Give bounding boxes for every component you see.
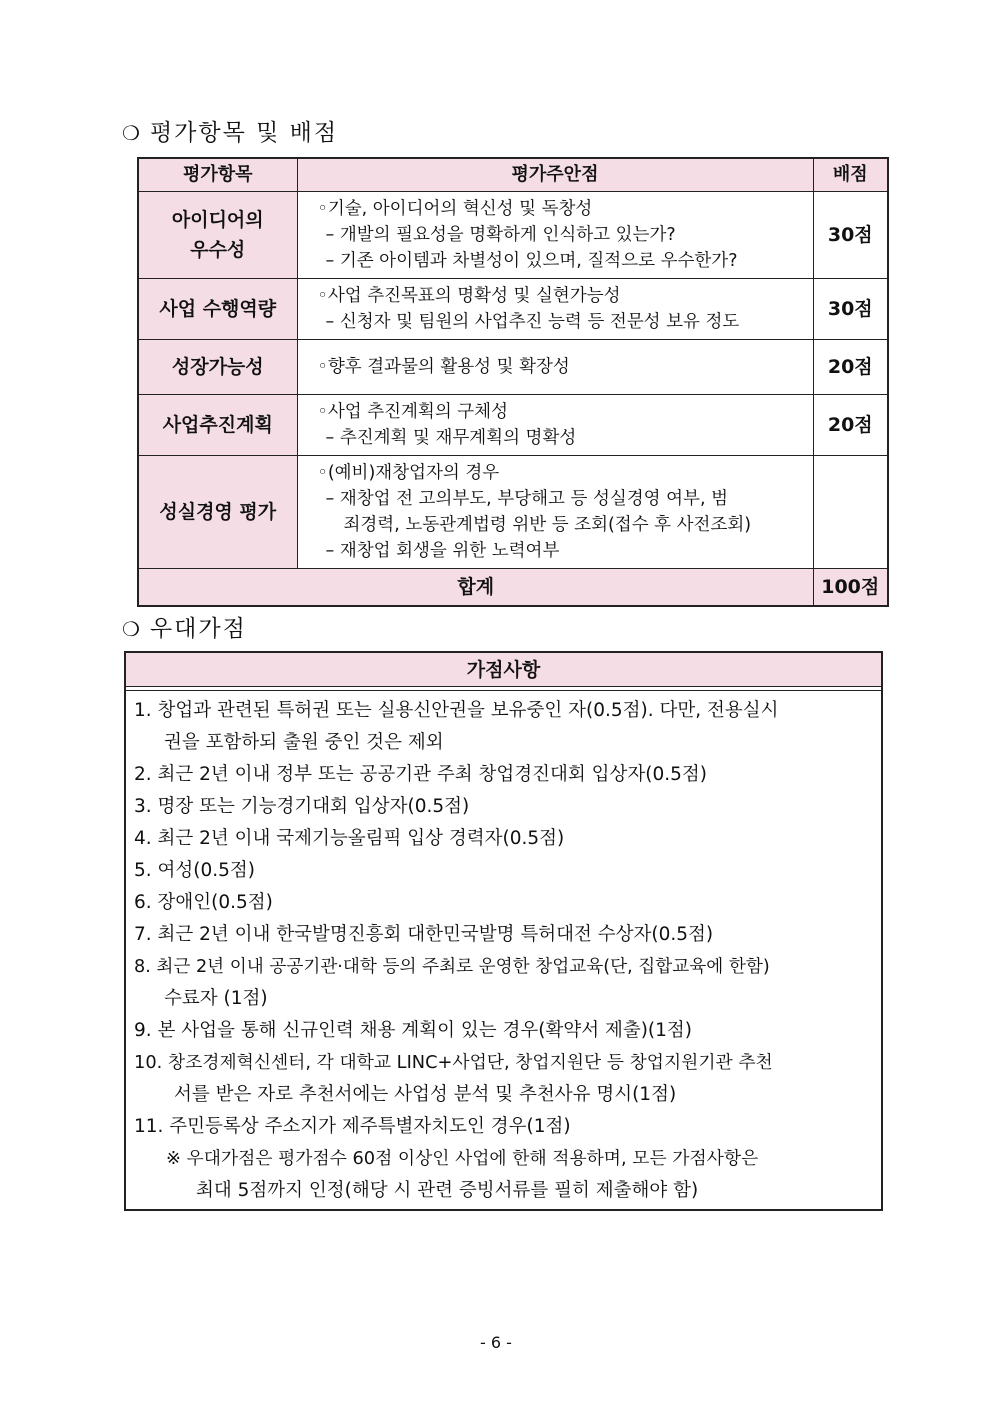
criteria-line: ◦기술, 아이디어의 혁신성 및 독창성 <box>317 199 593 219</box>
table-row <box>138 192 888 279</box>
header-criteria: 평가주안점 <box>297 158 813 192</box>
list-item: 1. 창업과 관련된 특허권 또는 실용신안권을 보유중인 자(0.5점). 다만, 전용실시 <box>134 700 779 721</box>
points-cell <box>813 456 888 569</box>
total-row <box>138 569 888 607</box>
category-cell <box>138 192 297 279</box>
category-label: 우수성 <box>190 239 246 261</box>
header-category: 평가항목 <box>138 158 297 192</box>
table-row <box>138 456 888 569</box>
list-item: 9. 본 사업을 통해 신규인력 채용 계획이 있는 경우(확약서 제출)(1점) <box>134 1020 692 1041</box>
total-points: 100점 <box>813 569 888 607</box>
list-item-continued: 수료자 (1점) <box>164 988 268 1009</box>
category-cell <box>138 340 297 395</box>
criteria-cell <box>297 456 813 569</box>
category-cell <box>138 279 297 340</box>
header-points: 배점 <box>813 158 888 192</box>
category-cell <box>138 456 297 569</box>
note-text-continued: 최대 5점까지 인정(해당 시 관련 증빙서류를 필히 제출해야 함) <box>196 1180 699 1201</box>
list-item-continued: 서를 받은 자로 추천서에는 사업성 분석 및 추천사유 명시(1점) <box>174 1084 677 1105</box>
category-label: 아이디어의 <box>171 209 264 231</box>
list-item: 5. 여성(0.5점) <box>134 860 256 881</box>
list-item: 7. 최근 2년 이내 한국발명진흥회 대한민국발명 특허대전 수상자(0.5점) <box>134 924 714 945</box>
criteria-line: ◦사업 추진계획의 구체성 <box>317 402 508 422</box>
page-number: - 6 - <box>480 1333 512 1352</box>
section-title-bonus <box>122 610 247 643</box>
list-item: 8. 최근 2년 이내 공공기관·대학 등의 주최로 운영한 창업교육(단, 집합교육에 한함) <box>134 957 770 977</box>
criteria-line: 죄경력, 노동관계법령 위반 등 조회(접수 후 사전조회) <box>343 515 752 535</box>
list-item: 11. 주민등록상 주소지가 제주특별자치도인 경우(1점) <box>134 1116 571 1137</box>
category-label: 사업추진계획 <box>162 414 273 436</box>
circle-bullet-icon: ❍ <box>122 617 140 641</box>
criteria-cell <box>297 279 813 340</box>
list-item-continued: 권을 포함하되 출원 중인 것은 제외 <box>164 732 444 753</box>
section-title-evaluation <box>122 114 338 147</box>
list-item: 3. 명장 또는 기능경기대회 입상자(0.5점) <box>134 796 470 817</box>
criteria-cell <box>297 192 813 279</box>
criteria-line: – 개발의 필요성을 명확하게 인식하고 있는가? <box>325 225 676 245</box>
bonus-table <box>124 651 883 1211</box>
criteria-line: – 재창업 전 고의부도, 부당해고 등 성실경영 여부, 범 <box>325 489 728 509</box>
criteria-line: ◦사업 추진목표의 명확성 및 실현가능성 <box>317 286 621 306</box>
table-row <box>138 279 888 340</box>
criteria-line: – 추진계획 및 재무계획의 명확성 <box>325 428 577 448</box>
category-label: 사업 수행역량 <box>159 298 277 320</box>
criteria-line: – 신청자 및 팀원의 사업추진 능력 등 전문성 보유 정도 <box>325 312 740 332</box>
circle-bullet-icon: ❍ <box>122 121 140 145</box>
points-cell: 20점 <box>813 395 888 456</box>
bonus-list <box>126 691 881 1207</box>
category-label: 성실경영 평가 <box>159 501 277 523</box>
criteria-cell <box>297 395 813 456</box>
section-title-text: 우대가점 <box>149 616 247 642</box>
evaluation-table <box>137 157 889 607</box>
criteria-line: – 기존 아이템과 차별성이 있으며, 질적으로 우수한가? <box>325 251 738 271</box>
list-item: 6. 장애인(0.5점) <box>134 892 273 913</box>
points-cell: 30점 <box>813 192 888 279</box>
category-cell <box>138 395 297 456</box>
points-cell: 20점 <box>813 340 888 395</box>
criteria-line: ◦(예비)재창업자의 경우 <box>317 463 500 483</box>
list-item: 10. 창조경제혁신센터, 각 대학교 LINC+사업단, 창업지원단 등 창업지원기관 추천 <box>134 1052 773 1073</box>
criteria-cell <box>297 340 813 395</box>
table-row <box>138 340 888 395</box>
category-label: 성장가능성 <box>171 356 264 378</box>
criteria-line: ◦향후 결과물의 활용성 및 확장성 <box>317 357 570 377</box>
table-header-row <box>138 158 888 192</box>
section-title-text: 평가항목 및 배점 <box>149 120 339 146</box>
list-item: 2. 최근 2년 이내 정부 또는 공공기관 주최 창업경진대회 입상자(0.5점) <box>134 764 707 785</box>
list-item: 4. 최근 2년 이내 국제기능올림픽 입상 경력자(0.5점) <box>134 828 565 849</box>
criteria-line: – 재창업 회생을 위한 노력여부 <box>325 541 560 561</box>
points-cell: 30점 <box>813 279 888 340</box>
total-label: 합계 <box>138 569 813 607</box>
table-row <box>138 395 888 456</box>
bonus-header: 가점사항 <box>126 653 881 687</box>
note-text: ※ 우대가점은 평가점수 60점 이상인 사업에 한해 적용하며, 모든 가점사항은 <box>166 1148 759 1169</box>
